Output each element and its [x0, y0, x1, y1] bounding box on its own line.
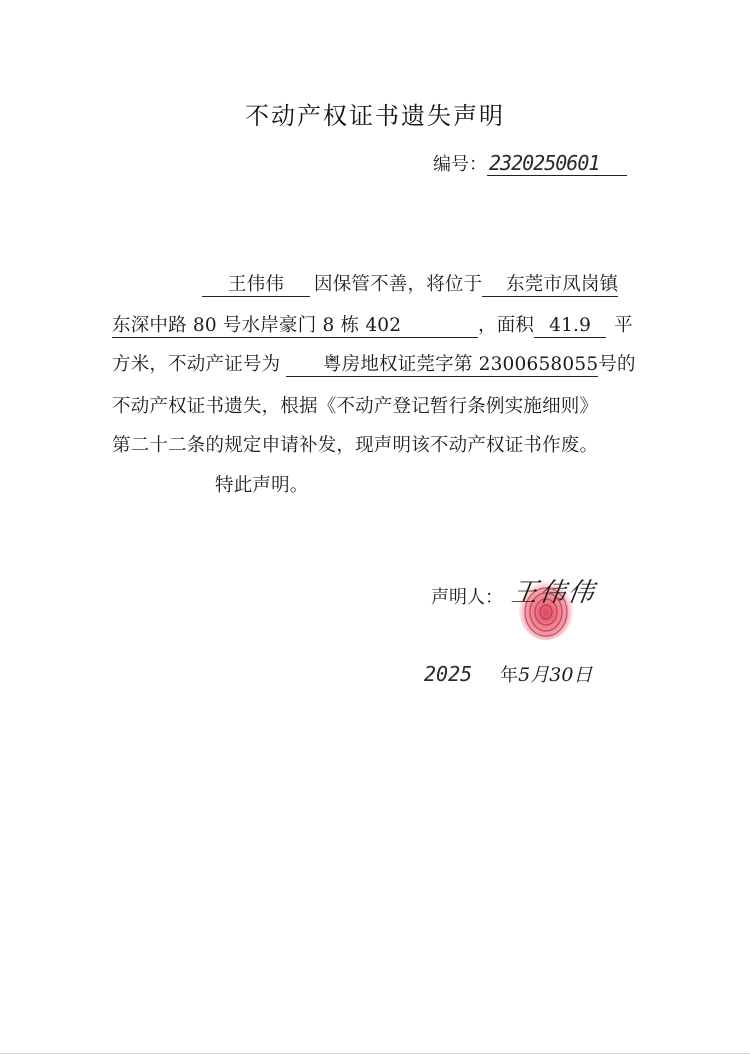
owner-name: 王伟伟	[202, 274, 310, 297]
date-month-day: 5月30日	[518, 664, 593, 686]
document-title: 不动产权证书遗失声明	[245, 102, 505, 130]
area-label: ，面积	[478, 315, 535, 336]
body-text-1: 因保管不善，将位于	[314, 274, 483, 295]
cert-number: 粤房地权证莞字第 2300658055	[286, 354, 598, 377]
closing-text: 特此声明。	[215, 475, 309, 496]
body-line-5: 第二十二条的规定申请补发，现声明该不动产权证书作废。	[112, 435, 599, 456]
area-unit-2: 方米，	[112, 354, 169, 375]
address-part-2: 东深中路 80 号水岸豪门 8 栋 402	[112, 315, 478, 338]
cert-suffix: 号的	[598, 354, 636, 375]
date	[424, 660, 592, 687]
body-line-3	[112, 350, 636, 377]
cert-label: 不动产证号为	[168, 354, 281, 375]
body-line-4: 不动产权证书遗失，根据《不动产登记暂行条例实施细则》	[112, 396, 599, 417]
date-year: 2025	[424, 662, 473, 686]
document-number	[433, 150, 627, 176]
address-part-1: 东莞市凤岗镇	[482, 274, 618, 297]
body-line-2	[112, 311, 633, 338]
number-label: 编号：	[433, 154, 487, 175]
area-unit-1: 平	[614, 315, 633, 336]
number-value: 2320250601	[487, 151, 627, 176]
declarant-label: 声明人：	[431, 587, 503, 608]
area-value: 41.9	[534, 315, 606, 338]
date-year-char: 年	[500, 665, 519, 686]
handwritten-signature: 王伟伟	[509, 578, 598, 608]
page-bottom-rule	[0, 1053, 750, 1054]
body-line-1	[202, 270, 618, 297]
